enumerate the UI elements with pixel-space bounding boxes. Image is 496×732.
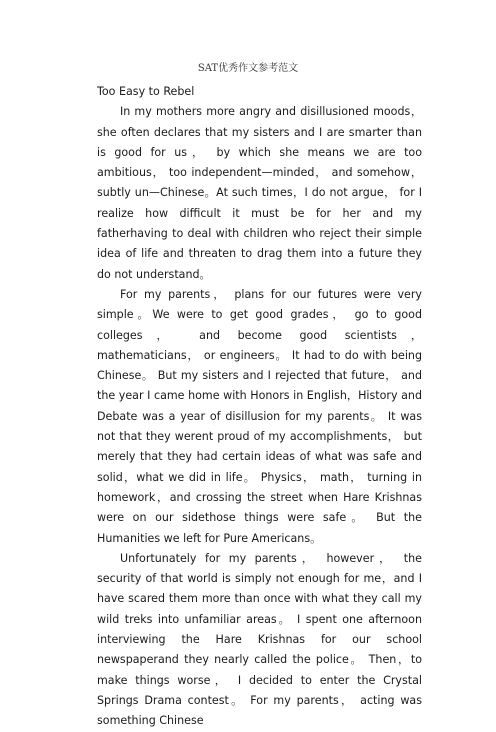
page-header: SAT优秀作文参考范文 [197,63,299,74]
essay-paragraph-1: In my mothers more angry and disillusioned moods， she often declares that my sisters and I are smarter than is good for us， by which she means we are too ambitious， too independent—minded， and somehow， subtly un—Chinese。At such times，I do not argue， for I realize how difficult it must be for her and my fatherhaving to deal with children who reject their simple idea of life and threaten to drag them into a future they do not understand。 [97,105,422,281]
essay-title: Too Easy to Rebel [97,85,195,98]
essay-paragraph-2: For my parents， plans for our futures were very simple。We were to get good grades， go to good colleges， and become good scientists， mathematicians， or engineers。 It had to do with being Chinese。 But my sisters and I rejected that future， and the year I came home with Honors in English，History and Debate was a year of disillusion for my parents。 It was not that they werent proud of my accomplishments， but merely that they had certain ideas of what was safe and solid，what we did in life。 Physics， math， turning in homework，and crossing the street when Hare Krishnas were on our sidethose things were safe。 But the Humanities we left for Pure Americans。 [97,287,422,545]
essay-paragraph-3: Unfortunately for my parents， however， the security of that world is simply not enough for me，and I have scared them more than once with what they call my wild treks into unfamiliar areas。 I spent one afternoon interviewing the Hare Krishnas for our school newspaperand they nearly called the police。 Then，to make things worse， I decided to enter the Crystal Springs Drama contest。 For my parents， acting was something Chinese [97,551,422,728]
essay-body [97,82,422,732]
